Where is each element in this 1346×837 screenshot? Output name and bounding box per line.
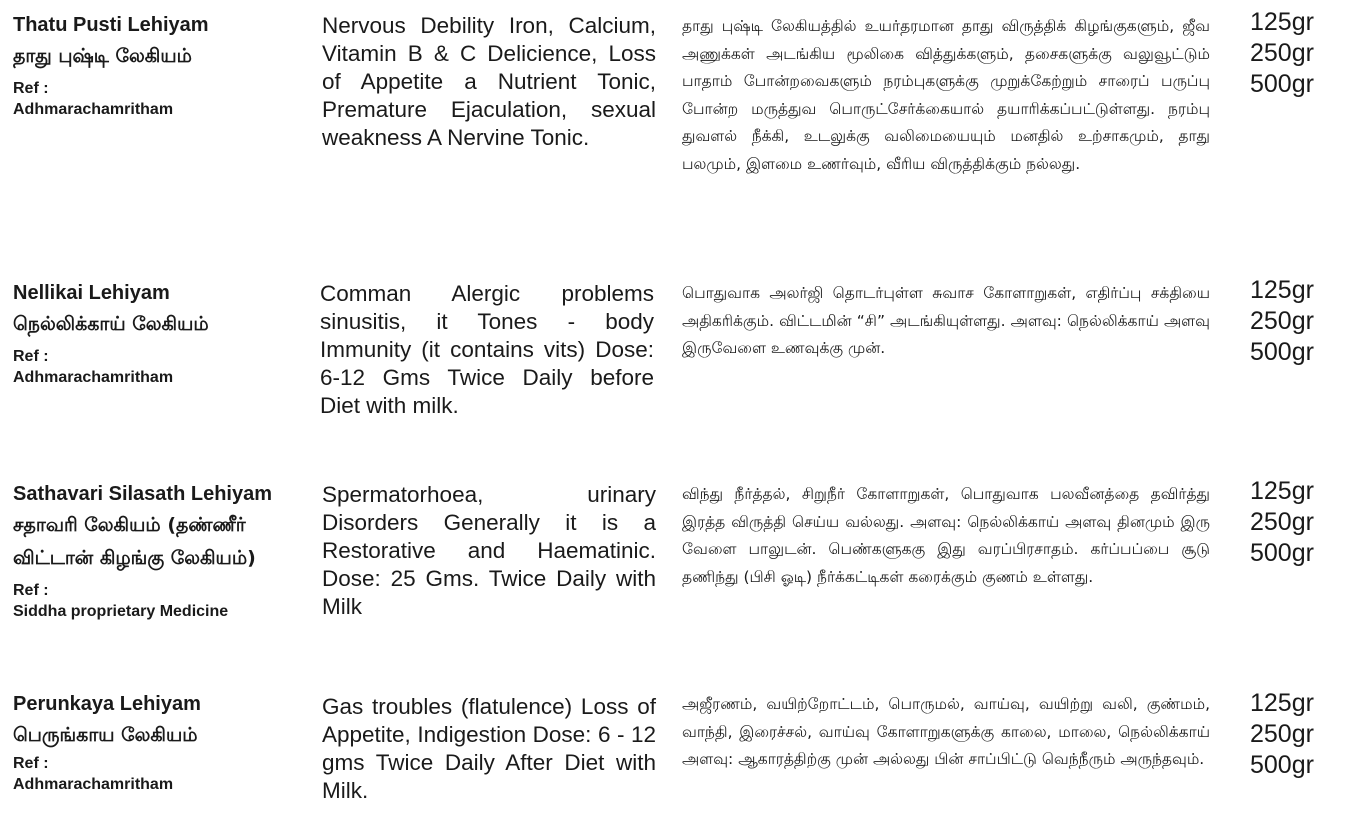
ref-value: Adhmarachamritham (13, 369, 174, 386)
product-name-english: Perunkaya Lehiyam (13, 693, 201, 715)
ref-label: Ref : (13, 582, 49, 599)
product-description: Gas troubles (flatulence) Loss of Appetite, Indigestion Dose: 6 - 12 gms Twice Daily After Diet with Milk. (322, 694, 656, 803)
product-name-tamil: சதாவரி லேகியம் (தண்ணீர் விட்டான் கிழங்கு லேகியம்) (13, 514, 256, 569)
product-tamil-description: பொதுவாக அலர்ஜி தொடர்புள்ள சுவாச கோளாறுகள், எதிர்ப்பு சக்தியை அதிகரிக்கும். விட்டமின் “சி” அடங்கியுள்ளது. அளவு: நெல்லிக்காய் அளவு இருவேளை உணவுக்கு முன். (682, 284, 1210, 357)
pack-size-medium: 250gr (1250, 39, 1314, 67)
pack-size-medium: 250gr (1250, 508, 1314, 536)
pack-size-small: 125gr (1250, 276, 1314, 304)
pack-sizes (1250, 275, 1340, 368)
product-name-english: Thatu Pusti Lehiyam (13, 14, 209, 36)
pack-size-small: 125gr (1250, 477, 1314, 505)
ref-label: Ref : (13, 755, 49, 772)
pack-size-large: 500gr (1250, 338, 1314, 366)
ref-value: Adhmarachamritham (13, 101, 174, 118)
product-description: Comman Alergic problems sinusitis, it Tones - body Immunity (it contains vits) Dose: 6-12 Gms Twice Daily before Diet with milk. (320, 281, 654, 418)
product-tamil-description: விந்து நீர்த்தல், சிறுநீர் கோளாறுகள், பொதுவாக பலவீனத்தை தவிர்த்து இரத்த விருத்தி செய்ய வல்லது. அளவு: நெல்லிக்காய் அளவு தினமும் இரு வேளை பாலுடன். பெண்களுககு இது வரப்பிரசாதம். கர்ப்பப்பை சூடு தணிந்து (பிசி ஓடி) நீர்க்கட்டிகள் கரைக்கும் குணம் உள்ளது. (682, 485, 1210, 586)
pack-size-large: 500gr (1250, 751, 1314, 779)
pack-sizes (1250, 688, 1340, 781)
pack-size-medium: 250gr (1250, 307, 1314, 335)
pack-size-small: 125gr (1250, 8, 1314, 36)
pack-size-small: 125gr (1250, 689, 1314, 717)
product-name-block (13, 479, 308, 623)
product-name-tamil: தாது புஷ்டி லேகியம் (13, 45, 192, 67)
ref-value: Adhmarachamritham (13, 776, 174, 793)
ref-label: Ref : (13, 80, 49, 97)
product-description: Spermatorhoea, urinary Disorders Generally it is a Restorative and Haematinic. Dose: 25 Gms. Twice Daily with Milk (322, 482, 656, 619)
pack-sizes (1250, 476, 1340, 569)
ref-value: Siddha proprietary Medicine (13, 603, 229, 620)
product-name-tamil: பெருங்காய லேகியம் (13, 724, 198, 746)
product-name-english: Sathavari Silasath Lehiyam (13, 483, 273, 505)
product-tamil-description: தாது புஷ்டி லேகியத்தில் உயர்தரமான தாது விருத்திக் கிழங்குகளும், ஜீவ அணுக்கள் அடங்கிய மூலிகை வித்துக்களும், தசைகளுக்கு வலுவூட்டும் பாதாம் போன்றவைகளும் நரம்புகளுக்கு முறுக்கேற்றும் சாரைப் பருப்பு போன்ற மருத்துவ பொருட்சேர்க்கையால் தயாரிக்கப்பட்டுள்ளது. நரம்பு துவளல் நீக்கி, உடலுக்கு வலிமையையும் மனதில் உற்சாகமும், தாது பலமும், இளமை உணர்வும், வீரிய விருத்திக்கும் நல்லது. (682, 17, 1210, 173)
pack-size-large: 500gr (1250, 70, 1314, 98)
pack-size-large: 500gr (1250, 539, 1314, 567)
ref-label: Ref : (13, 348, 49, 365)
product-name-english: Nellikai Lehiyam (13, 282, 170, 304)
product-name-tamil: நெல்லிக்காய் லேகியம் (13, 313, 209, 335)
product-name-block (13, 689, 308, 796)
product-description: Nervous Debility Iron, Calcium, Vitamin B & C Delicience, Loss of Appetite a Nutrient Tonic, Premature Ejaculation, sexual weakness A Nervine Tonic. (322, 13, 656, 150)
product-name-block (13, 10, 308, 121)
product-tamil-description: அஜீரணம், வயிற்றோட்டம், பொருமல், வாய்வு, வயிற்று வலி, குண்மம், வாந்தி, இரைச்சல், வாய்வு கோளாறுகளுக்கு காலை, மாலை, நெல்லிக்காய் அளவு: ஆகாரத்திற்கு முன் அல்லது பின் சாப்பிட்டு வெந்நீரும் அருந்தவும். (682, 695, 1210, 768)
pack-sizes (1250, 7, 1340, 100)
product-name-block (13, 278, 308, 389)
pack-size-medium: 250gr (1250, 720, 1314, 748)
